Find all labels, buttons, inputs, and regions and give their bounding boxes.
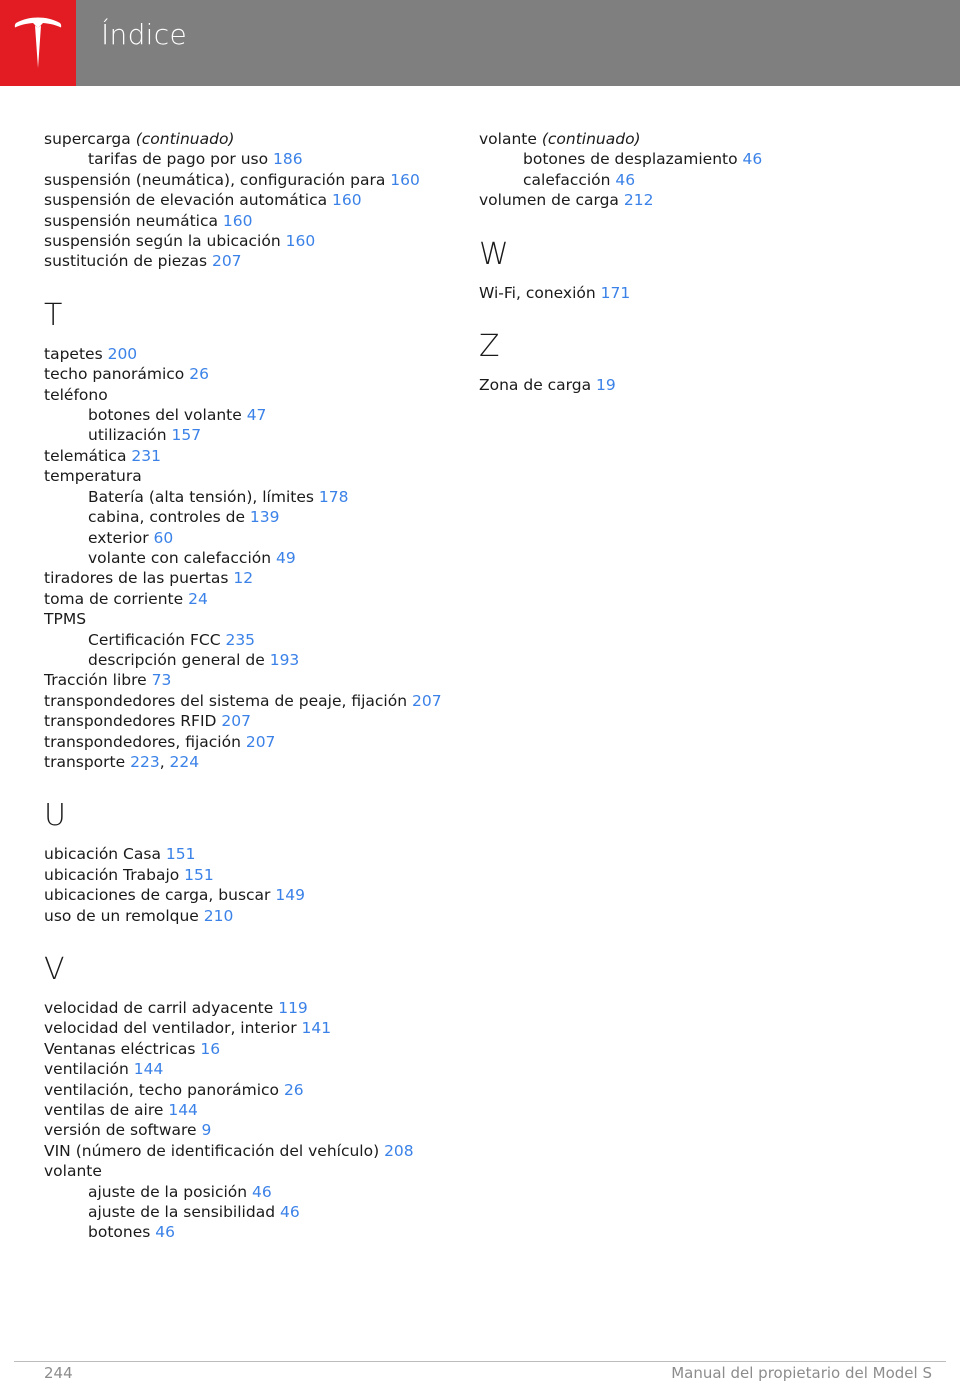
index-subentry: [44, 650, 444, 670]
entry-text: transporte: [44, 752, 131, 771]
index-entry: [44, 670, 444, 690]
index-entry: [44, 906, 444, 926]
index-entry: [44, 844, 444, 864]
index-subentry: [44, 1222, 444, 1242]
index-subentry: [479, 149, 899, 169]
continued-label: (continuado): [135, 130, 235, 148]
entry-text: transpondedores del sistema de peaje, fijación: [44, 691, 412, 710]
index-entry: [479, 129, 899, 149]
page-link[interactable]: 160: [332, 191, 362, 210]
page-link[interactable]: 47: [246, 406, 267, 425]
entry-text: tiradores de las puertas: [44, 569, 234, 588]
entry-text: calefacción: [523, 170, 616, 189]
footer-manual-title: Manual del propietario del Model S: [671, 1364, 932, 1382]
page-link[interactable]: 207: [411, 691, 442, 710]
page-link[interactable]: 119: [278, 999, 308, 1017]
entry-text: volumen de carga: [479, 191, 624, 210]
index-entry: [44, 1161, 444, 1181]
index-subentry: [44, 487, 444, 507]
entry-text: volante: [479, 130, 542, 148]
index-subentry: [479, 170, 899, 190]
page-link[interactable]: 60: [153, 528, 174, 547]
page-link[interactable]: 19: [596, 376, 616, 395]
page-link[interactable]: 200: [107, 344, 138, 363]
entry-text: transpondedores, fijación: [44, 732, 246, 751]
entry-text: ajuste de la sensibilidad: [88, 1203, 280, 1222]
index-subentry: [44, 1202, 444, 1222]
index-column-right: [479, 129, 899, 395]
entry-text: supercarga: [44, 130, 136, 148]
index-subentry: [44, 528, 444, 548]
index-subentry: [44, 1182, 444, 1202]
entry-text: suspensión según la ubicación: [44, 232, 286, 251]
entry-text: volante: [44, 1162, 102, 1181]
index-letter-heading: W: [479, 236, 509, 272]
entry-text: sustitución de piezas: [44, 252, 212, 271]
index-entry: [44, 466, 444, 486]
entry-text: ubicación Trabajo: [44, 865, 185, 884]
index-entry: [44, 170, 444, 190]
page-link[interactable]: 46: [155, 1223, 175, 1242]
header-bar: [0, 0, 960, 86]
index-entry: [44, 865, 444, 885]
page-link[interactable]: 26: [283, 1080, 304, 1099]
page-link[interactable]: 160: [222, 211, 253, 230]
entry-text: TPMS: [44, 610, 87, 629]
page-link[interactable]: 16: [200, 1039, 221, 1058]
page-link[interactable]: 46: [742, 150, 763, 169]
index-subentry: [44, 405, 444, 425]
page-title: Índice: [101, 18, 187, 51]
page-link[interactable]: 151: [165, 845, 196, 864]
index-entry: [44, 1141, 444, 1161]
index-entry: [44, 446, 444, 466]
entry-text: velocidad del ventilador, interior: [44, 1019, 302, 1038]
page-link[interactable]: 46: [615, 170, 636, 189]
page-link[interactable]: 141: [301, 1019, 332, 1038]
entry-text: transpondedores RFID: [44, 712, 222, 731]
entry-text: ajuste de la posición: [88, 1182, 253, 1201]
page-link[interactable]: 207: [211, 252, 242, 271]
page-link[interactable]: 208: [384, 1141, 414, 1160]
continued-label: (continuado): [541, 130, 641, 148]
index-subentry: [44, 425, 444, 445]
page-link[interactable]: 235: [225, 630, 256, 649]
index-entry: [44, 732, 444, 752]
entry-text: cabina, controles de: [88, 508, 250, 527]
entry-text: utilización: [88, 426, 172, 445]
index-entry: [479, 283, 899, 303]
entry-text: suspensión (neumática), configuración para: [44, 170, 391, 189]
page-link[interactable]: 46: [279, 1203, 300, 1222]
page-link[interactable]: 46: [252, 1182, 272, 1201]
index-entry: [44, 1100, 444, 1120]
index-letter-heading: V: [44, 952, 65, 987]
entry-text: Zona de carga: [479, 376, 597, 395]
page-link[interactable]: 223: [130, 752, 160, 771]
page-link[interactable]: 212: [623, 191, 654, 210]
index-entry: [44, 129, 444, 149]
entry-text: velocidad de carril adyacente: [44, 999, 279, 1017]
index-entry: [44, 190, 444, 210]
entry-text: suspensión neumática: [44, 211, 223, 230]
entry-text: Ventanas eléctricas: [44, 1039, 201, 1058]
entry-text: Certificación FCC: [88, 630, 226, 649]
entry-text: ubicaciones de carga, buscar: [44, 886, 276, 905]
index-column-left: [44, 129, 444, 1243]
index-entry: [44, 385, 444, 405]
entry-text: Batería (alta tensión), límites: [88, 487, 319, 506]
entry-text: ventilación, techo panorámico: [44, 1080, 284, 1099]
entry-text: teléfono: [44, 385, 108, 404]
index-entry: [44, 211, 444, 231]
entry-text: ventilación: [44, 1060, 134, 1079]
page-link[interactable]: 207: [245, 732, 276, 751]
page-link[interactable]: 24: [188, 589, 208, 608]
index-entry: [44, 344, 444, 364]
entry-text: techo panorámico: [44, 365, 190, 384]
entry-text: volante con calefacción: [88, 548, 276, 567]
entry-text: VIN (número de identificación del vehículo): [44, 1141, 385, 1160]
entry-text: telemática: [44, 446, 132, 465]
page-link[interactable]: 12: [233, 569, 254, 588]
index-entry: [44, 711, 444, 731]
footer-divider: [14, 1361, 946, 1362]
index-entry: [44, 568, 444, 588]
page-link[interactable]: 178: [318, 487, 349, 506]
page-link[interactable]: 193: [269, 650, 300, 669]
index-entry: [479, 375, 899, 395]
index-subentry: [44, 548, 444, 568]
tesla-logo-icon: [12, 14, 64, 70]
entry-text: botones: [88, 1223, 156, 1242]
page-link[interactable]: 149: [275, 886, 305, 905]
entry-text: exterior: [88, 528, 154, 547]
entry-text: tapetes: [44, 344, 108, 363]
page-link[interactable]: 160: [285, 232, 316, 251]
index-entry: [44, 231, 444, 251]
entry-text: uso de un remolque: [44, 906, 204, 925]
index-entry: [44, 998, 444, 1018]
entry-text: temperatura: [44, 467, 142, 486]
index-entry: [44, 1018, 444, 1038]
page-link[interactable]: 210: [203, 906, 234, 925]
page-link[interactable]: 144: [168, 1101, 198, 1120]
index-entry: [44, 1120, 444, 1140]
footer-page-number: 244: [44, 1364, 73, 1382]
page-link[interactable]: 186: [273, 150, 303, 169]
entry-text: Tracción libre: [44, 671, 152, 690]
page-link[interactable]: 207: [221, 712, 251, 731]
page-link[interactable]: 171: [600, 283, 631, 302]
index-entry: [44, 589, 444, 609]
index-subentry: [44, 630, 444, 650]
index-letter-heading: Z: [479, 329, 500, 365]
entry-text: botones de desplazamiento: [523, 150, 743, 169]
index-subentry: [44, 507, 444, 527]
entry-text: ventilas de aire: [44, 1101, 169, 1120]
index-entry: [44, 1059, 444, 1079]
page-link[interactable]: 157: [171, 426, 202, 445]
index-entry: [44, 609, 444, 629]
entry-text: Wi-Fi, conexión: [479, 283, 601, 302]
page-link[interactable]: 26: [189, 365, 209, 384]
index-subentry: [44, 149, 444, 169]
index-entry: [44, 364, 444, 384]
page-link[interactable]: 49: [275, 548, 296, 567]
entry-text: botones del volante: [88, 406, 247, 425]
index-entry: transporte 223, 224: [44, 752, 200, 771]
entry-text: versión de software: [44, 1121, 202, 1140]
page-link[interactable]: 73: [151, 671, 172, 690]
tesla-logo: [0, 0, 76, 86]
page-link[interactable]: 160: [390, 170, 420, 189]
page-link[interactable]: 9: [201, 1121, 212, 1140]
index-letter-heading: T: [44, 297, 63, 333]
entry-text: toma de corriente: [44, 589, 189, 608]
entry-text: tarifas de pago por uso: [88, 150, 274, 169]
index-letter-heading: U: [44, 798, 66, 834]
index-entry: [479, 190, 899, 210]
index-entry: [44, 251, 444, 271]
entry-text: ubicación Casa: [44, 845, 166, 864]
page-link[interactable]: 151: [184, 865, 214, 884]
entry-text: suspensión de elevación automática: [44, 191, 333, 210]
entry-text: descripción general de: [88, 650, 270, 669]
index-entry: [44, 1039, 444, 1059]
page-link[interactable]: 224: [169, 752, 200, 771]
index-entry: [44, 691, 444, 711]
page-link[interactable]: 231: [131, 446, 161, 465]
page-link[interactable]: 139: [249, 508, 280, 527]
index-entry: [44, 1080, 444, 1100]
index-entry: [44, 885, 444, 905]
page-link[interactable]: 144: [133, 1060, 164, 1079]
